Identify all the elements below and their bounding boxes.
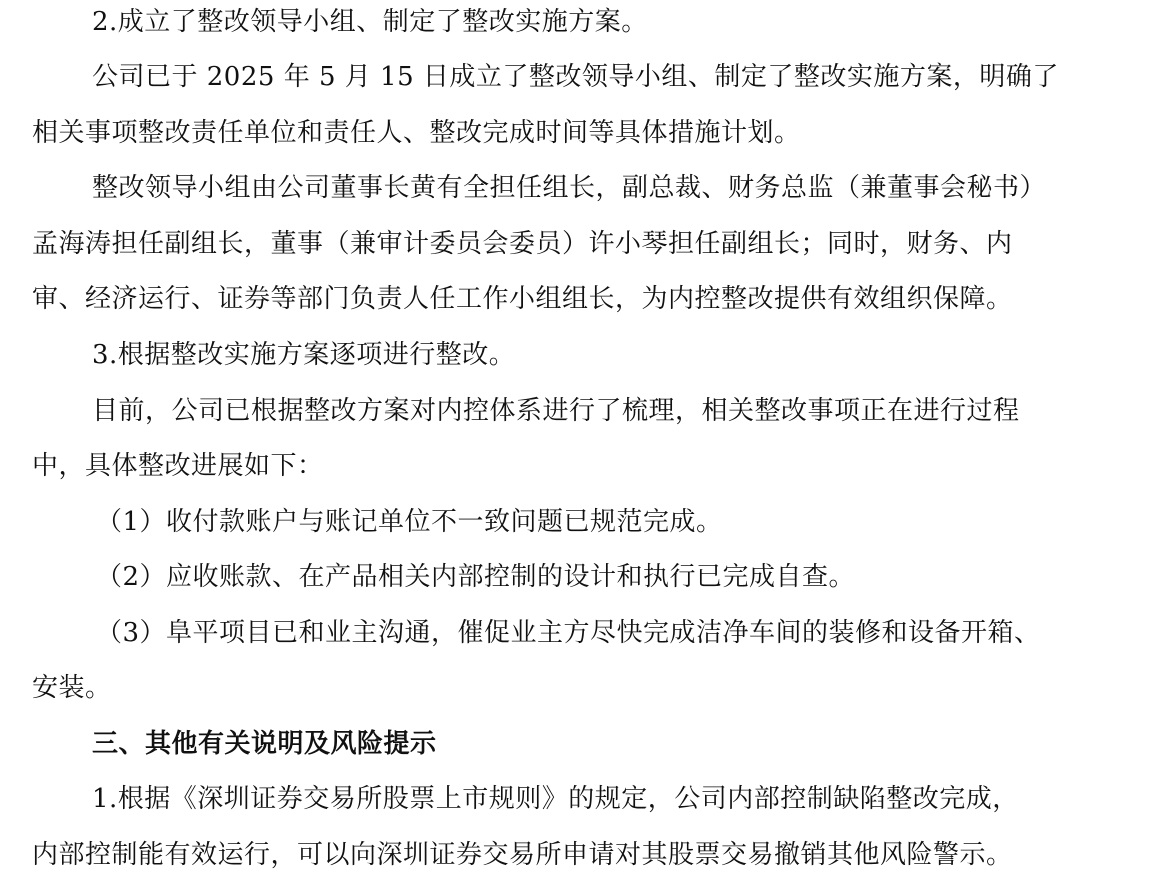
paragraph-line: 整改领导小组由公司董事长黄有全担任组长，副总裁、财务总监（兼董事会秘书） (92, 173, 1047, 203)
paragraph-line: 孟海涛担任副组长，董事（兼审计委员会委员）许小琴担任副组长；同时，财务、内 (32, 229, 1013, 259)
list-item-continuation: 安装。 (32, 673, 112, 703)
list-item: （2）应收账款、在产品相关内部控制的设计和执行已完成自查。 (96, 562, 856, 592)
paragraph-line: 公司已于 2025 年 5 月 15 日成立了整改领导小组、制定了整改实施方案，明确了 (92, 62, 1059, 92)
subsection-heading-2: 2.成立了整改领导小组、制定了整改实施方案。 (92, 7, 648, 37)
paragraph-line: 目前，公司已根据整改方案对内控体系进行了梳理，相关整改事项正在进行过程 (92, 396, 1020, 426)
subsection-heading-3: 3.根据整改实施方案逐项进行整改。 (92, 340, 516, 370)
list-item: （1）收付款账户与账记单位不一致问题已规范完成。 (96, 507, 723, 537)
paragraph-line: 1.根据《深圳证券交易所股票上市规则》的规定，公司内部控制缺陷整改完成， (92, 784, 1019, 814)
paragraph-line: 内部控制能有效运行，可以向深圳证券交易所申请对其股票交易撤销其他风险警示。 (32, 840, 1013, 870)
paragraph-line: 相关事项整改责任单位和责任人、整改完成时间等具体措施计划。 (32, 118, 801, 148)
list-item: （3）阜平项目已和业主沟通，催促业主方尽快完成洁净车间的装修和设备开箱、 (96, 618, 1041, 648)
section-heading: 三、其他有关说明及风险提示 (92, 729, 437, 759)
paragraph-line: 审、经济运行、证券等部门负责人任工作小组组长，为内控整改提供有效组织保障。 (32, 284, 1013, 314)
paragraph-line: 中，具体整改进展如下： (32, 451, 324, 481)
